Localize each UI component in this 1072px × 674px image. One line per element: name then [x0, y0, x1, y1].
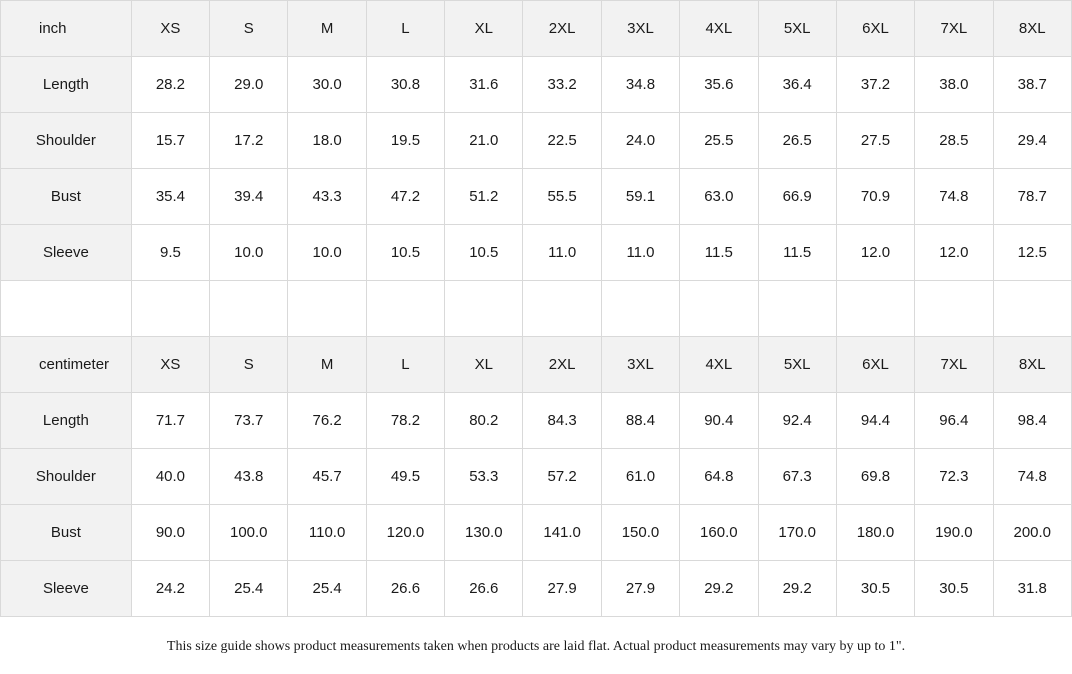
- cell-length-cm-xs: 71.7: [131, 393, 209, 449]
- spacer-cell: [993, 281, 1071, 337]
- cell-sleeve-inch-7xl: 12.0: [915, 225, 993, 281]
- cell-sleeve-cm-5xl: 29.2: [758, 561, 836, 617]
- spacer-cell: [1, 281, 132, 337]
- cell-bust-inch-8xl: 78.7: [993, 169, 1071, 225]
- cell-length-cm-7xl: 96.4: [915, 393, 993, 449]
- cell-shoulder-inch-4xl: 25.5: [680, 113, 758, 169]
- row-label-bust-inch: Bust: [1, 169, 132, 225]
- cell-sleeve-cm-s: 25.4: [210, 561, 288, 617]
- cell-shoulder-inch-l: 19.5: [366, 113, 444, 169]
- size-header-m: M: [288, 1, 366, 57]
- cell-length-inch-s: 29.0: [210, 57, 288, 113]
- size-header-3xl: 3XL: [601, 1, 679, 57]
- size-header-cm-7xl: 7XL: [915, 337, 993, 393]
- size-guide-footnote: This size guide shows product measurements taken when products are laid flat. Actual product measurements may vary by up to 1".: [166, 639, 906, 654]
- cell-shoulder-cm-l: 49.5: [366, 449, 444, 505]
- cell-shoulder-inch-6xl: 27.5: [836, 113, 914, 169]
- cell-bust-cm-m: 110.0: [288, 505, 366, 561]
- cell-sleeve-cm-7xl: 30.5: [915, 561, 993, 617]
- cell-length-inch-l: 30.8: [366, 57, 444, 113]
- cell-sleeve-inch-xl: 10.5: [445, 225, 523, 281]
- cell-sleeve-inch-l: 10.5: [366, 225, 444, 281]
- size-header-cm-2xl: 2XL: [523, 337, 601, 393]
- cell-sleeve-inch-3xl: 11.0: [601, 225, 679, 281]
- size-header-s: S: [210, 1, 288, 57]
- cell-bust-cm-8xl: 200.0: [993, 505, 1071, 561]
- cell-shoulder-inch-xl: 21.0: [445, 113, 523, 169]
- spacer-cell: [915, 281, 993, 337]
- cell-length-inch-6xl: 37.2: [836, 57, 914, 113]
- cell-shoulder-inch-7xl: 28.5: [915, 113, 993, 169]
- cell-sleeve-cm-2xl: 27.9: [523, 561, 601, 617]
- cell-bust-inch-xs: 35.4: [131, 169, 209, 225]
- cell-sleeve-inch-6xl: 12.0: [836, 225, 914, 281]
- cell-length-inch-2xl: 33.2: [523, 57, 601, 113]
- row-label-bust-cm: Bust: [1, 505, 132, 561]
- cell-length-cm-2xl: 84.3: [523, 393, 601, 449]
- spacer-cell: [680, 281, 758, 337]
- row-label-length-inch: Length: [1, 57, 132, 113]
- cell-shoulder-cm-m: 45.7: [288, 449, 366, 505]
- cell-length-inch-8xl: 38.7: [993, 57, 1071, 113]
- cell-sleeve-cm-xs: 24.2: [131, 561, 209, 617]
- cell-sleeve-cm-m: 25.4: [288, 561, 366, 617]
- cell-bust-inch-3xl: 59.1: [601, 169, 679, 225]
- spacer-cell: [601, 281, 679, 337]
- cell-bust-inch-l: 47.2: [366, 169, 444, 225]
- cell-bust-inch-5xl: 66.9: [758, 169, 836, 225]
- cell-bust-cm-3xl: 150.0: [601, 505, 679, 561]
- size-header-cm-3xl: 3XL: [601, 337, 679, 393]
- cell-sleeve-cm-3xl: 27.9: [601, 561, 679, 617]
- cell-sleeve-inch-2xl: 11.0: [523, 225, 601, 281]
- cell-sleeve-inch-8xl: 12.5: [993, 225, 1071, 281]
- size-header-xs: XS: [131, 1, 209, 57]
- cell-shoulder-cm-s: 43.8: [210, 449, 288, 505]
- cell-length-inch-7xl: 38.0: [915, 57, 993, 113]
- cell-length-inch-4xl: 35.6: [680, 57, 758, 113]
- cell-sleeve-cm-4xl: 29.2: [680, 561, 758, 617]
- cell-bust-cm-l: 120.0: [366, 505, 444, 561]
- size-header-l: L: [366, 1, 444, 57]
- cell-bust-cm-6xl: 180.0: [836, 505, 914, 561]
- size-header-cm-4xl: 4XL: [680, 337, 758, 393]
- cell-bust-cm-xs: 90.0: [131, 505, 209, 561]
- row-label-shoulder-inch: Shoulder: [1, 113, 132, 169]
- cell-shoulder-inch-5xl: 26.5: [758, 113, 836, 169]
- cell-bust-inch-m: 43.3: [288, 169, 366, 225]
- size-header-cm-l: L: [366, 337, 444, 393]
- table-row: [1, 505, 1072, 561]
- unit-label-inch: inch: [1, 1, 132, 57]
- row-label-sleeve-cm: Sleeve: [1, 561, 132, 617]
- cell-bust-inch-6xl: 70.9: [836, 169, 914, 225]
- table-row: [1, 169, 1072, 225]
- cell-shoulder-inch-xs: 15.7: [131, 113, 209, 169]
- cell-shoulder-cm-5xl: 67.3: [758, 449, 836, 505]
- cell-shoulder-cm-2xl: 57.2: [523, 449, 601, 505]
- size-header-cm-xl: XL: [445, 337, 523, 393]
- spacer-cell: [758, 281, 836, 337]
- cell-length-cm-3xl: 88.4: [601, 393, 679, 449]
- table-row: [1, 225, 1072, 281]
- cell-shoulder-cm-3xl: 61.0: [601, 449, 679, 505]
- spacer-cell: [210, 281, 288, 337]
- cell-shoulder-cm-7xl: 72.3: [915, 449, 993, 505]
- spacer-cell: [523, 281, 601, 337]
- cell-shoulder-inch-2xl: 22.5: [523, 113, 601, 169]
- cell-shoulder-cm-4xl: 64.8: [680, 449, 758, 505]
- cell-shoulder-inch-s: 17.2: [210, 113, 288, 169]
- table-row: [1, 393, 1072, 449]
- cell-sleeve-inch-4xl: 11.5: [680, 225, 758, 281]
- size-header-4xl: 4XL: [680, 1, 758, 57]
- size-header-7xl: 7XL: [915, 1, 993, 57]
- size-header-cm-8xl: 8XL: [993, 337, 1071, 393]
- cell-length-cm-m: 76.2: [288, 393, 366, 449]
- table-header-row-centimeter: [1, 337, 1072, 393]
- spacer-cell: [836, 281, 914, 337]
- cell-shoulder-inch-m: 18.0: [288, 113, 366, 169]
- row-label-shoulder-cm: Shoulder: [1, 449, 132, 505]
- cell-sleeve-cm-xl: 26.6: [445, 561, 523, 617]
- spacer-cell: [288, 281, 366, 337]
- cell-length-inch-xs: 28.2: [131, 57, 209, 113]
- cell-bust-inch-7xl: 74.8: [915, 169, 993, 225]
- cell-length-inch-5xl: 36.4: [758, 57, 836, 113]
- cell-length-cm-xl: 80.2: [445, 393, 523, 449]
- cell-length-cm-l: 78.2: [366, 393, 444, 449]
- size-header-cm-xs: XS: [131, 337, 209, 393]
- table-spacer-row: [1, 281, 1072, 337]
- unit-label-centimeter: centimeter: [1, 337, 132, 393]
- size-header-6xl: 6XL: [836, 1, 914, 57]
- cell-bust-cm-7xl: 190.0: [915, 505, 993, 561]
- size-header-5xl: 5XL: [758, 1, 836, 57]
- cell-bust-cm-xl: 130.0: [445, 505, 523, 561]
- size-header-xl: XL: [445, 1, 523, 57]
- size-header-8xl: 8XL: [993, 1, 1071, 57]
- cell-bust-cm-s: 100.0: [210, 505, 288, 561]
- cell-length-cm-6xl: 94.4: [836, 393, 914, 449]
- cell-bust-inch-2xl: 55.5: [523, 169, 601, 225]
- cell-sleeve-cm-6xl: 30.5: [836, 561, 914, 617]
- table-row: [1, 113, 1072, 169]
- cell-length-cm-s: 73.7: [210, 393, 288, 449]
- cell-sleeve-cm-8xl: 31.8: [993, 561, 1071, 617]
- cell-length-cm-4xl: 90.4: [680, 393, 758, 449]
- table-row: [1, 449, 1072, 505]
- spacer-cell: [366, 281, 444, 337]
- cell-bust-cm-5xl: 170.0: [758, 505, 836, 561]
- size-chart-body: [1, 1, 1072, 617]
- size-header-cm-5xl: 5XL: [758, 337, 836, 393]
- table-header-row-inch: [1, 1, 1072, 57]
- cell-shoulder-cm-xs: 40.0: [131, 449, 209, 505]
- cell-sleeve-cm-l: 26.6: [366, 561, 444, 617]
- row-label-length-cm: Length: [1, 393, 132, 449]
- cell-shoulder-cm-xl: 53.3: [445, 449, 523, 505]
- cell-shoulder-cm-6xl: 69.8: [836, 449, 914, 505]
- cell-length-inch-xl: 31.6: [445, 57, 523, 113]
- spacer-cell: [131, 281, 209, 337]
- cell-shoulder-cm-8xl: 74.8: [993, 449, 1071, 505]
- cell-bust-cm-2xl: 141.0: [523, 505, 601, 561]
- size-header-cm-6xl: 6XL: [836, 337, 914, 393]
- cell-sleeve-inch-s: 10.0: [210, 225, 288, 281]
- cell-bust-cm-4xl: 160.0: [680, 505, 758, 561]
- cell-length-cm-8xl: 98.4: [993, 393, 1071, 449]
- cell-sleeve-inch-5xl: 11.5: [758, 225, 836, 281]
- table-row: [1, 561, 1072, 617]
- cell-shoulder-inch-8xl: 29.4: [993, 113, 1071, 169]
- cell-length-inch-3xl: 34.8: [601, 57, 679, 113]
- cell-length-cm-5xl: 92.4: [758, 393, 836, 449]
- cell-sleeve-inch-m: 10.0: [288, 225, 366, 281]
- cell-length-inch-m: 30.0: [288, 57, 366, 113]
- table-row: [1, 57, 1072, 113]
- spacer-cell: [445, 281, 523, 337]
- cell-shoulder-inch-3xl: 24.0: [601, 113, 679, 169]
- cell-bust-inch-4xl: 63.0: [680, 169, 758, 225]
- row-label-sleeve-inch: Sleeve: [1, 225, 132, 281]
- size-header-cm-m: M: [288, 337, 366, 393]
- size-header-2xl: 2XL: [523, 1, 601, 57]
- cell-bust-inch-s: 39.4: [210, 169, 288, 225]
- cell-sleeve-inch-xs: 9.5: [131, 225, 209, 281]
- size-header-cm-s: S: [210, 337, 288, 393]
- cell-bust-inch-xl: 51.2: [445, 169, 523, 225]
